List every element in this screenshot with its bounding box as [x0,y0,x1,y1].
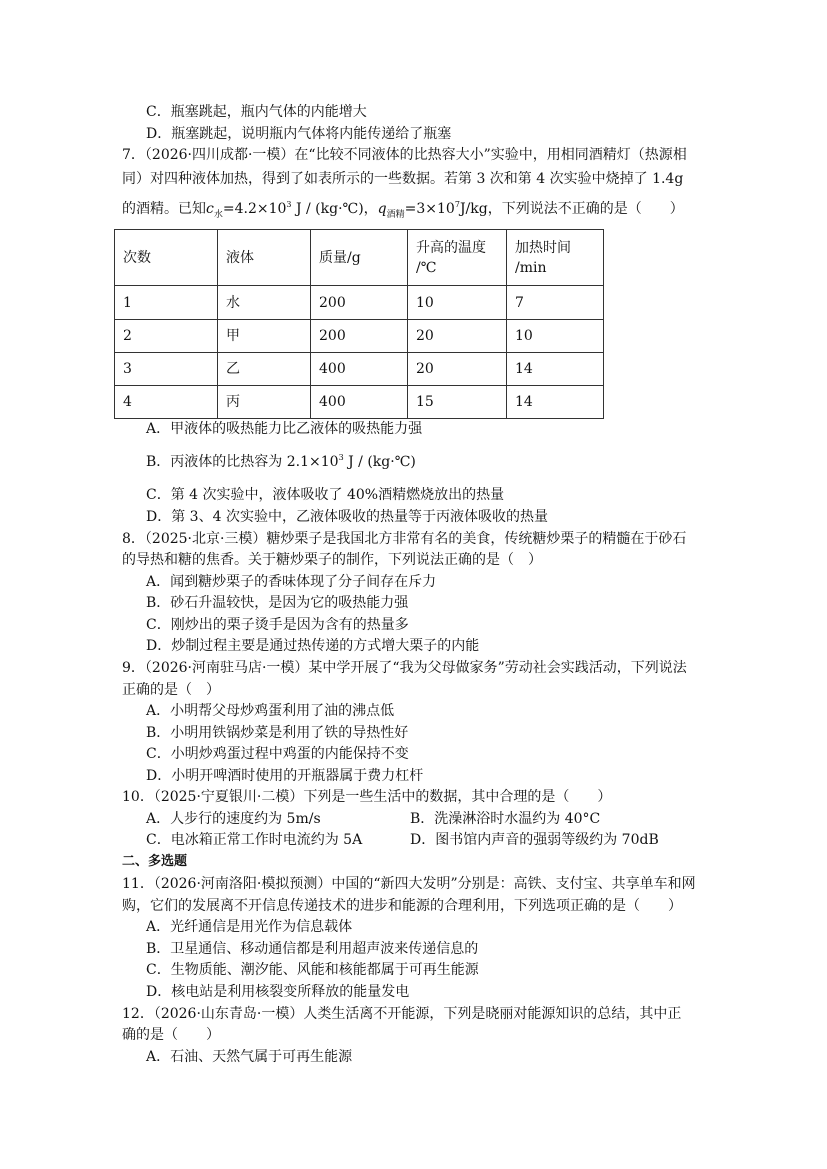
q8-option-d: D．炒制过程主要是通过热传递的方式增大栗子的内能 [146,638,480,654]
q7-stem-line3 [122,199,684,219]
c-subscript: 水 [213,210,223,220]
q9-option-a: A．小明帮父母炒鸡蛋利用了油的沸点低 [146,703,395,719]
q8-option-b: B．砂石升温较快，是因为它的吸热能力强 [146,595,409,611]
q11-stem-line2: 购，它们的发展离不开信息传递技术的进步和能源的合理利用，下列选项正确的是（ ） [122,898,682,914]
q9-option-c: C．小明炒鸡蛋过程中鸡蛋的内能保持不变 [146,746,409,762]
table-row [115,386,604,419]
q11-option-c: C．生物质能、潮汐能、风能和核能都属于可再生能源 [146,962,479,978]
table-header-row [115,230,604,286]
q-subscript: 酒精 [386,210,405,220]
q6-option-c: C．瓶塞跳起，瓶内气体的内能增大 [146,104,367,120]
header-temp-rise-l1: 升高的温度 [416,239,486,256]
header-heat-time-l2: /min [515,259,547,276]
q12-option-a: A．石油、天然气属于可再生能源 [146,1049,353,1065]
table-cell: 10 [507,320,604,353]
q7-text-known: 的酒精。已知 [122,201,206,217]
q6-option-d: D．瓶塞跳起，说明瓶内气体将内能传递给了瓶塞 [146,126,452,142]
table-row [115,286,604,320]
header-liquid: 液体 [218,230,311,286]
table-cell: 乙 [218,353,311,386]
table-cell: 2 [115,320,218,353]
q-symbol: q [377,201,387,217]
q-unit-tail: J/kg，下列说法不正确的是（ ） [459,201,684,217]
section-heading-multiple-choice: 二、多选题 [122,854,188,869]
q10-option-a: A．人步行的速度约为 5m/s [146,811,321,827]
q9-stem-line2: 正确的是（ ） [122,682,220,698]
table-cell: 20 [408,320,507,353]
q7-option-b-text: B．丙液体的比热容为 2.1×10 [146,454,339,470]
q7-option-a: A．甲液体的吸热能力比乙液体的吸热能力强 [146,421,423,437]
table-row [115,353,604,386]
table-cell: 400 [311,353,408,386]
table-cell: 3 [115,353,218,386]
q11-option-a: A．光纤通信是用光作为信息载体 [146,919,353,935]
q8-option-a: A．闻到糖炒栗子的香味体现了分子间存在斥力 [146,574,437,590]
q12-stem-line1: 12．（2026·山东青岛·一模）人类生活离不开能源，下列是晓丽对能源知识的总结，其中正 [122,1006,682,1022]
q9-option-d: D．小明开啤酒时使用的开瓶器属于费力杠杆 [146,768,424,784]
header-temp-rise [408,230,507,286]
q7-option-c: C．第 4 次实验中，液体吸收了 40%酒精燃烧放出的热量 [146,487,505,503]
q11-stem-line1: 11．（2026·河南洛阳·模拟预测）中国的“新四大发明”分别是：高铁、支付宝、共享单车和网 [122,876,696,892]
table-cell: 甲 [218,320,311,353]
table-cell: 7 [507,286,604,320]
q-value: =3×10 [404,201,455,217]
q10-option-d: D．图书馆内声音的强弱等级约为 70dB [410,832,659,848]
q7-option-b-unit: J / (kg·℃) [343,454,416,470]
table-cell: 20 [408,353,507,386]
q9-stem-line1: 9．（2026·河南驻马店·一模）某中学开展了“我为父母做家务”劳动社会实践活动，下列说法 [122,660,687,676]
q7-option-d: D．第 3、4 次实验中，乙液体吸收的热量等于丙液体吸收的热量 [146,509,548,525]
c-symbol: c [206,201,214,217]
table-cell: 水 [218,286,311,320]
table-cell: 4 [115,386,218,419]
q12-stem-line2: 确的是（ ） [122,1027,220,1043]
table-cell: 200 [311,286,408,320]
q7-option-b [146,452,416,472]
header-heat-time-l1: 加热时间 [515,239,571,256]
q7-option-b-exponent: 3 [338,453,344,462]
table-cell: 14 [507,386,604,419]
q7-data-table [114,229,604,419]
header-heat-time [507,230,604,286]
header-temp-rise-l2: /℃ [416,259,437,276]
table-cell: 400 [311,386,408,419]
header-mass: 质量/g [311,230,408,286]
table-cell: 14 [507,353,604,386]
table-cell: 10 [408,286,507,320]
q7-stem-line2: 同）对四种液体加热，得到了如表所示的一些数据。若第 3 次和第 4 次实验中烧掉了 1.4g [122,171,684,187]
q9-option-b: B．小明用铁锅炒菜是利用了铁的导热性好 [146,725,409,741]
header-trial: 次数 [115,230,218,286]
table-cell: 15 [408,386,507,419]
comma: ， [363,201,378,217]
table-row [115,320,604,353]
q11-option-b: B．卫星通信、移动通信都是利用超声波来传递信息的 [146,941,479,957]
q11-option-d: D．核电站是利用核裂变所释放的能量发电 [146,984,410,1000]
q7-stem-line1: 7．（2026·四川成都·一模）在“比较不同液体的比热容大小”实验中，用相同酒精灯（热源相 [122,147,687,163]
q10-option-b: B．洗澡淋浴时水温约为 40°C [410,811,601,827]
c-value: =4.2×10 [222,201,287,217]
table-cell: 1 [115,286,218,320]
q8-stem-line2: 的导热和糖的焦香。关于糖炒栗子的制作，下列说法正确的是（ ） [122,552,542,568]
q8-stem-line1: 8．（2025·北京·三模）糖炒栗子是我国北方非常有名的美食，传统糖炒栗子的精髓在于砂石 [122,531,687,547]
q-exponent: 7 [454,200,460,209]
c-exponent: 3 [286,200,292,209]
table-cell: 200 [311,320,408,353]
q8-option-c: C．刚炒出的栗子烫手是因为含有的热量多 [146,617,409,633]
q10-option-c: C．电冰箱正常工作时电流约为 5A [146,832,363,848]
table-cell: 丙 [218,386,311,419]
c-unit: J / (kg·℃) [291,201,364,217]
q10-stem: 10．（2025·宁夏银川·二模）下列是一些生活中的数据，其中合理的是（ ） [122,789,612,805]
